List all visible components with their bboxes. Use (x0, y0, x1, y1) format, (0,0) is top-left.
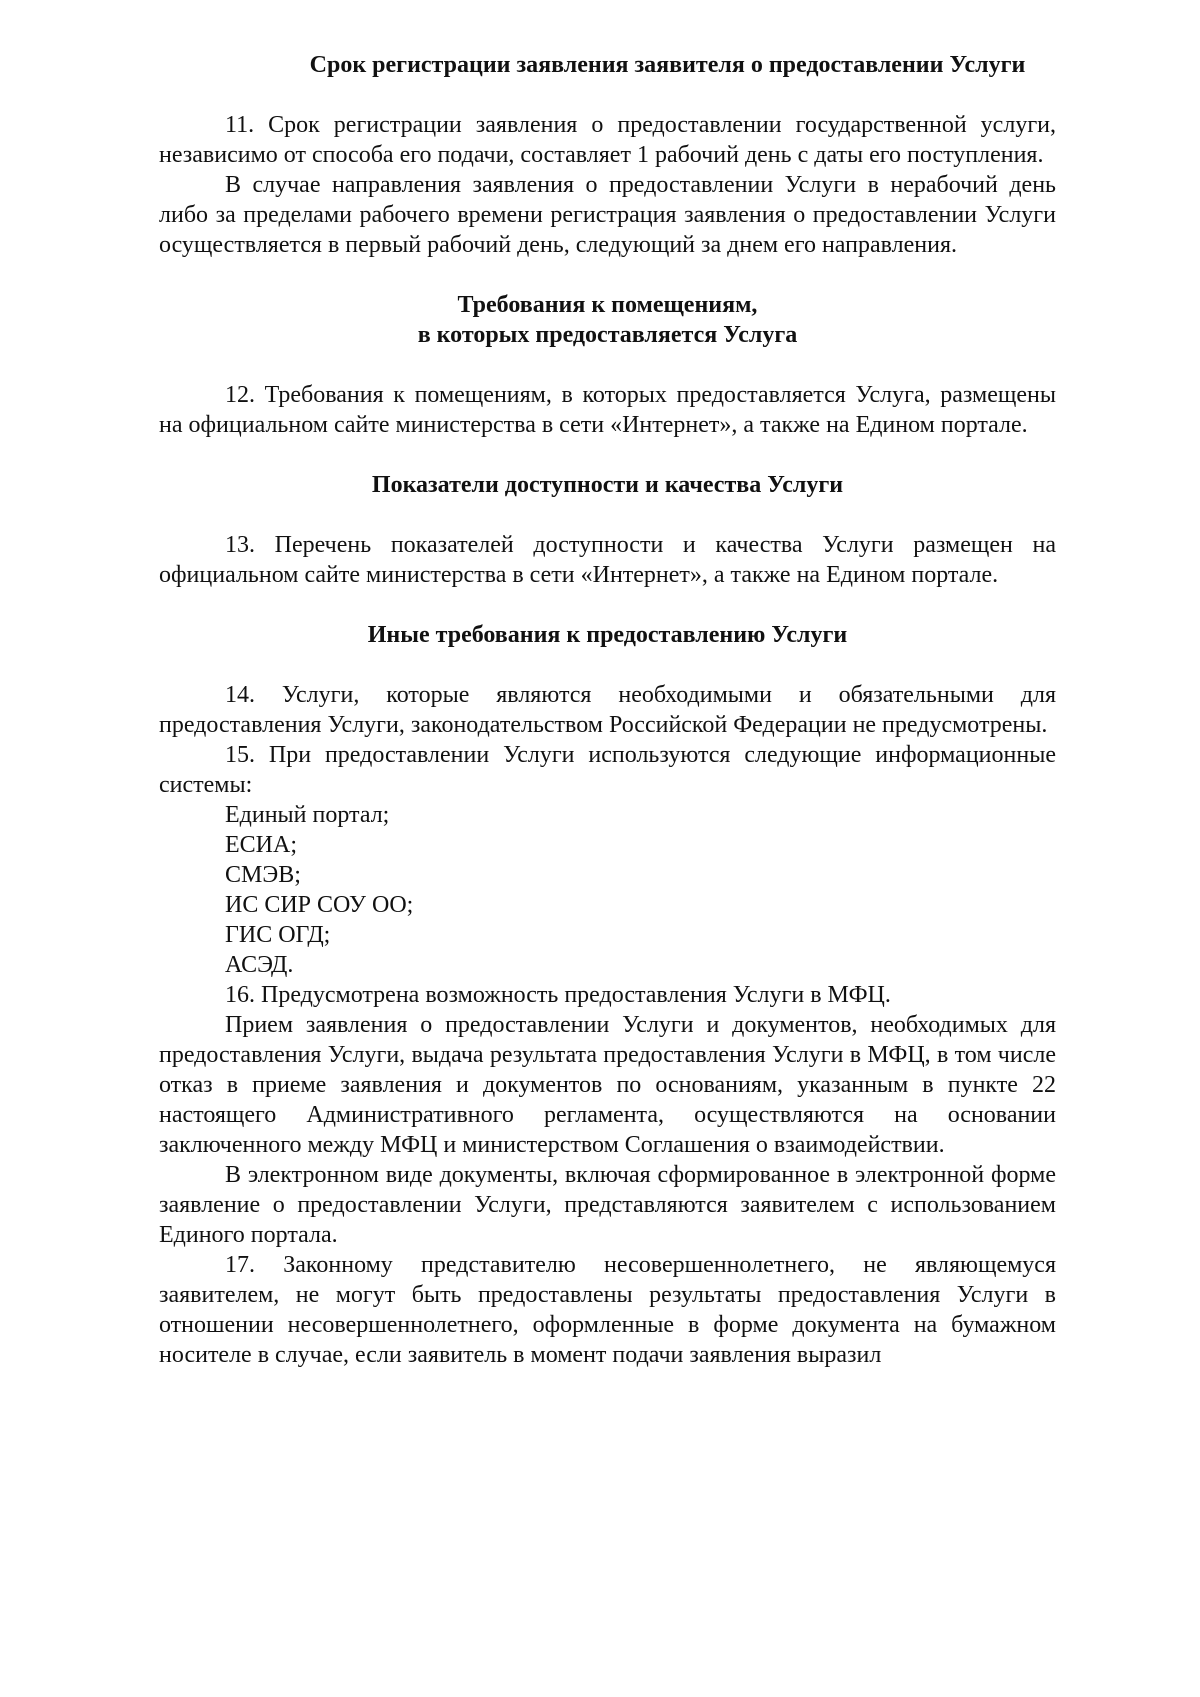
list-item-system: ЕСИА; (225, 832, 297, 858)
heading-line: Иные требования к предоставлению Услуги (367, 622, 848, 648)
paragraph-11: 11. Срок регистрации заявления о предоставлении государственной услуги, независимо от способа его подачи, составляет 1 рабочий день с даты его поступления. (159, 112, 1056, 168)
list-item-system: Единый портал; (225, 802, 390, 828)
paragraph-15: 15. При предоставлении Услуги используются следующие информационные системы: (159, 742, 1056, 798)
heading-line: Требования к помещениям, (457, 292, 758, 318)
paragraph-17: 17. Законному представителю несовершеннолетнего, не являющемуся заявителем, не могут быть предоставлены результаты предоставления Услуги в отношении несовершеннолетнего, оформленные в форме документа на бумажном носителе в случае, если заявитель в момент подачи заявления выразил (159, 1252, 1056, 1368)
paragraph-12: 12. Требования к помещениям, в которых предоставляется Услуга, размещены на официальном сайте министерства в сети «Интернет», а также на Едином портале. (159, 382, 1056, 438)
paragraph-non-working-day: В случае направления заявления о предоставлении Услуги в нерабочий день либо за пределами рабочего времени регистрация заявления о предоставлении Услуги осуществляется в первый рабочий день, следующий за днем его направления. (159, 172, 1056, 258)
list-item-system: СМЭВ; (225, 862, 301, 888)
paragraph-mfc-reception: Прием заявления о предоставлении Услуги и документов, необходимых для предоставления Услуги, выдача результата предоставления Услуги в МФЦ, в том числе отказ в приеме заявления и документов по основаниям, указанным в пункте 22 настоящего Административного регламента, осуществляются на основании заключенного между МФЦ и министерством Соглашения о взаимодействии. (159, 1012, 1056, 1158)
paragraph-13: 13. Перечень показателей доступности и качества Услуги размещен на официальном сайте министерства в сети «Интернет», а также на Едином портале. (159, 532, 1056, 588)
list-item-system: ИС СИР СОУ ОО; (225, 892, 414, 918)
heading-line: Показатели доступности и качества Услуги (371, 472, 844, 498)
paragraph-16: 16. Предусмотрена возможность предоставления Услуги в МФЦ. (225, 982, 891, 1008)
document-body (159, 50, 1056, 1370)
section-heading-other-requirements (159, 620, 1056, 650)
heading-line: Срок регистрации заявления заявителя о предоставлении Услуги (309, 52, 1026, 78)
paragraph-electronic-form: В электронном виде документы, включая сформированное в электронной форме заявление о предоставлении Услуги, представляются заявителем с использованием Единого портала. (159, 1162, 1056, 1248)
paragraph-14: 14. Услуги, которые являются необходимыми и обязательными для предоставления Услуги, законодательством Российской Федерации не предусмотрены. (159, 682, 1056, 738)
section-heading-premises (159, 290, 1056, 350)
list-item-system: АСЭД. (225, 952, 294, 978)
list-item-system: ГИС ОГД; (225, 922, 331, 948)
section-heading-registration-term (159, 50, 1056, 80)
section-heading-quality-indicators (159, 470, 1056, 500)
heading-line: в которых предоставляется Услуга (417, 322, 798, 348)
